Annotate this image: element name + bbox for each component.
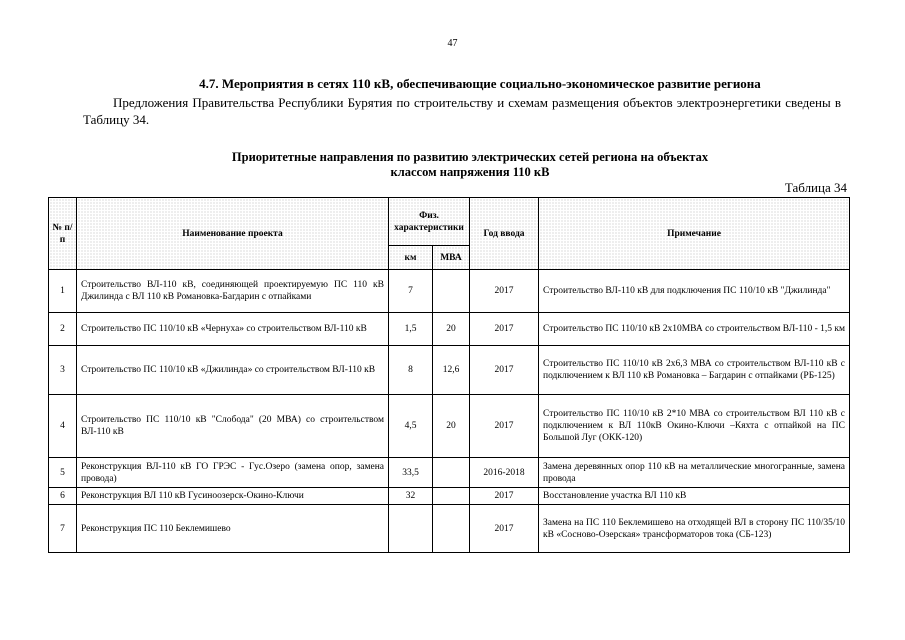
col-header-km: км: [389, 246, 433, 270]
row-mva: [433, 458, 470, 488]
row-name: Строительство ВЛ-110 кВ, соединяющей проектируемую ПС 110 кВ Джилинда с ВЛ 110 кВ Романовка-Багдарин с отпайками: [77, 270, 389, 313]
row-km: 33,5: [389, 458, 433, 488]
table-row: [49, 346, 850, 395]
col-header-name: Наименование проекта: [77, 198, 389, 270]
row-name: Реконструкция ВЛ-110 кВ ГО ГРЭС - Гус.Озеро (замена опор, замена провода): [77, 458, 389, 488]
table-row: [49, 458, 850, 488]
row-mva: [433, 270, 470, 313]
row-num: 5: [49, 458, 77, 488]
row-num: 7: [49, 505, 77, 553]
col-header-note: Примечание: [539, 198, 850, 270]
row-km: 8: [389, 346, 433, 395]
row-note: Замена деревянных опор 110 кВ на металлические многогранные, замена провода: [539, 458, 850, 488]
row-num: 6: [49, 488, 77, 505]
row-num: 1: [49, 270, 77, 313]
row-name: Строительство ПС 110/10 кВ "Слобода" (20 МВА) со строительством ВЛ-110 кВ: [77, 395, 389, 458]
col-header-year: Год ввода: [470, 198, 539, 270]
row-note: Строительство ВЛ-110 кВ для подключения ПС 110/10 кВ "Джилинда": [539, 270, 850, 313]
table-label: Таблица 34: [784, 180, 847, 195]
row-name: Строительство ПС 110/10 кВ «Джилинда» со строительством ВЛ-110 кВ: [77, 346, 389, 395]
table-row: [49, 270, 850, 313]
row-name: Реконструкция ВЛ 110 кВ Гусиноозерск-Окино-Ключи: [77, 488, 389, 505]
table-row: [49, 395, 850, 458]
row-num: 2: [49, 313, 77, 346]
projects-table: [48, 197, 850, 553]
row-mva: 20: [433, 395, 470, 458]
row-year: 2017: [470, 346, 539, 395]
table-title: [150, 150, 790, 180]
table-row: [49, 488, 850, 505]
row-km: 1,5: [389, 313, 433, 346]
row-note: Восстановление участка ВЛ 110 кВ: [539, 488, 850, 505]
row-name: Строительство ПС 110/10 кВ «Чернуха» со строительством ВЛ-110 кВ: [77, 313, 389, 346]
row-km: 4,5: [389, 395, 433, 458]
row-mva: 20: [433, 313, 470, 346]
intro-paragraph: [83, 94, 841, 128]
col-header-mva: МВА: [433, 246, 470, 270]
row-note: Строительство ПС 110/10 кВ 2х6,3 МВА со строительством ВЛ-110 кВ с подключением к ВЛ 110 кВ Романовка – Багдарин с отпайками (РБ-125): [539, 346, 850, 395]
row-year: 2017: [470, 313, 539, 346]
row-year: 2017: [470, 505, 539, 553]
table-row: [49, 505, 850, 553]
row-km: 7: [389, 270, 433, 313]
row-km: [389, 505, 433, 553]
row-mva: [433, 505, 470, 553]
row-mva: 12,6: [433, 346, 470, 395]
row-note: Строительство ПС 110/10 кВ 2*10 МВА со строительством ВЛ 110 кВ с подключением к ВЛ 110кВ Окино-Ключи –Кяхта с отпайкой на ПС Большой Луг (ОКК-120): [539, 395, 850, 458]
row-year: 2017: [470, 488, 539, 505]
row-year: 2016-2018: [470, 458, 539, 488]
row-km: 32: [389, 488, 433, 505]
row-mva: [433, 488, 470, 505]
col-header-num: № п/п: [49, 198, 77, 270]
section-title: 4.7. Мероприятия в сетях 110 кВ, обеспечивающие социально-экономическое развитие региона: [199, 76, 761, 91]
row-year: 2017: [470, 270, 539, 313]
row-year: 2017: [470, 395, 539, 458]
row-num: 3: [49, 346, 77, 395]
table-title-line1: Приоритетные направления по развитию электрических сетей региона на объектах: [231, 150, 709, 164]
col-header-phys: Физ. характеристики: [389, 198, 470, 246]
row-num: 4: [49, 395, 77, 458]
row-note: Строительство ПС 110/10 кВ 2х10МВА со строительством ВЛ-110 - 1,5 км: [539, 313, 850, 346]
page-number: 47: [447, 38, 458, 49]
row-name: Реконструкция ПС 110 Беклемишево: [77, 505, 389, 553]
intro-text: Предложения Правительства Республики Бурятия по строительству и схемам размещения объектов электроэнергетики сведены в Таблицу 34.: [83, 95, 841, 127]
row-note: Замена на ПС 110 Беклемишево на отходящей ВЛ в сторону ПС 110/35/10 кВ «Сосново-Озерская» трансформаторов тока (СБ-123): [539, 505, 850, 553]
table-row: [49, 313, 850, 346]
table-title-line2: классом напряжения 110 кВ: [390, 165, 550, 179]
